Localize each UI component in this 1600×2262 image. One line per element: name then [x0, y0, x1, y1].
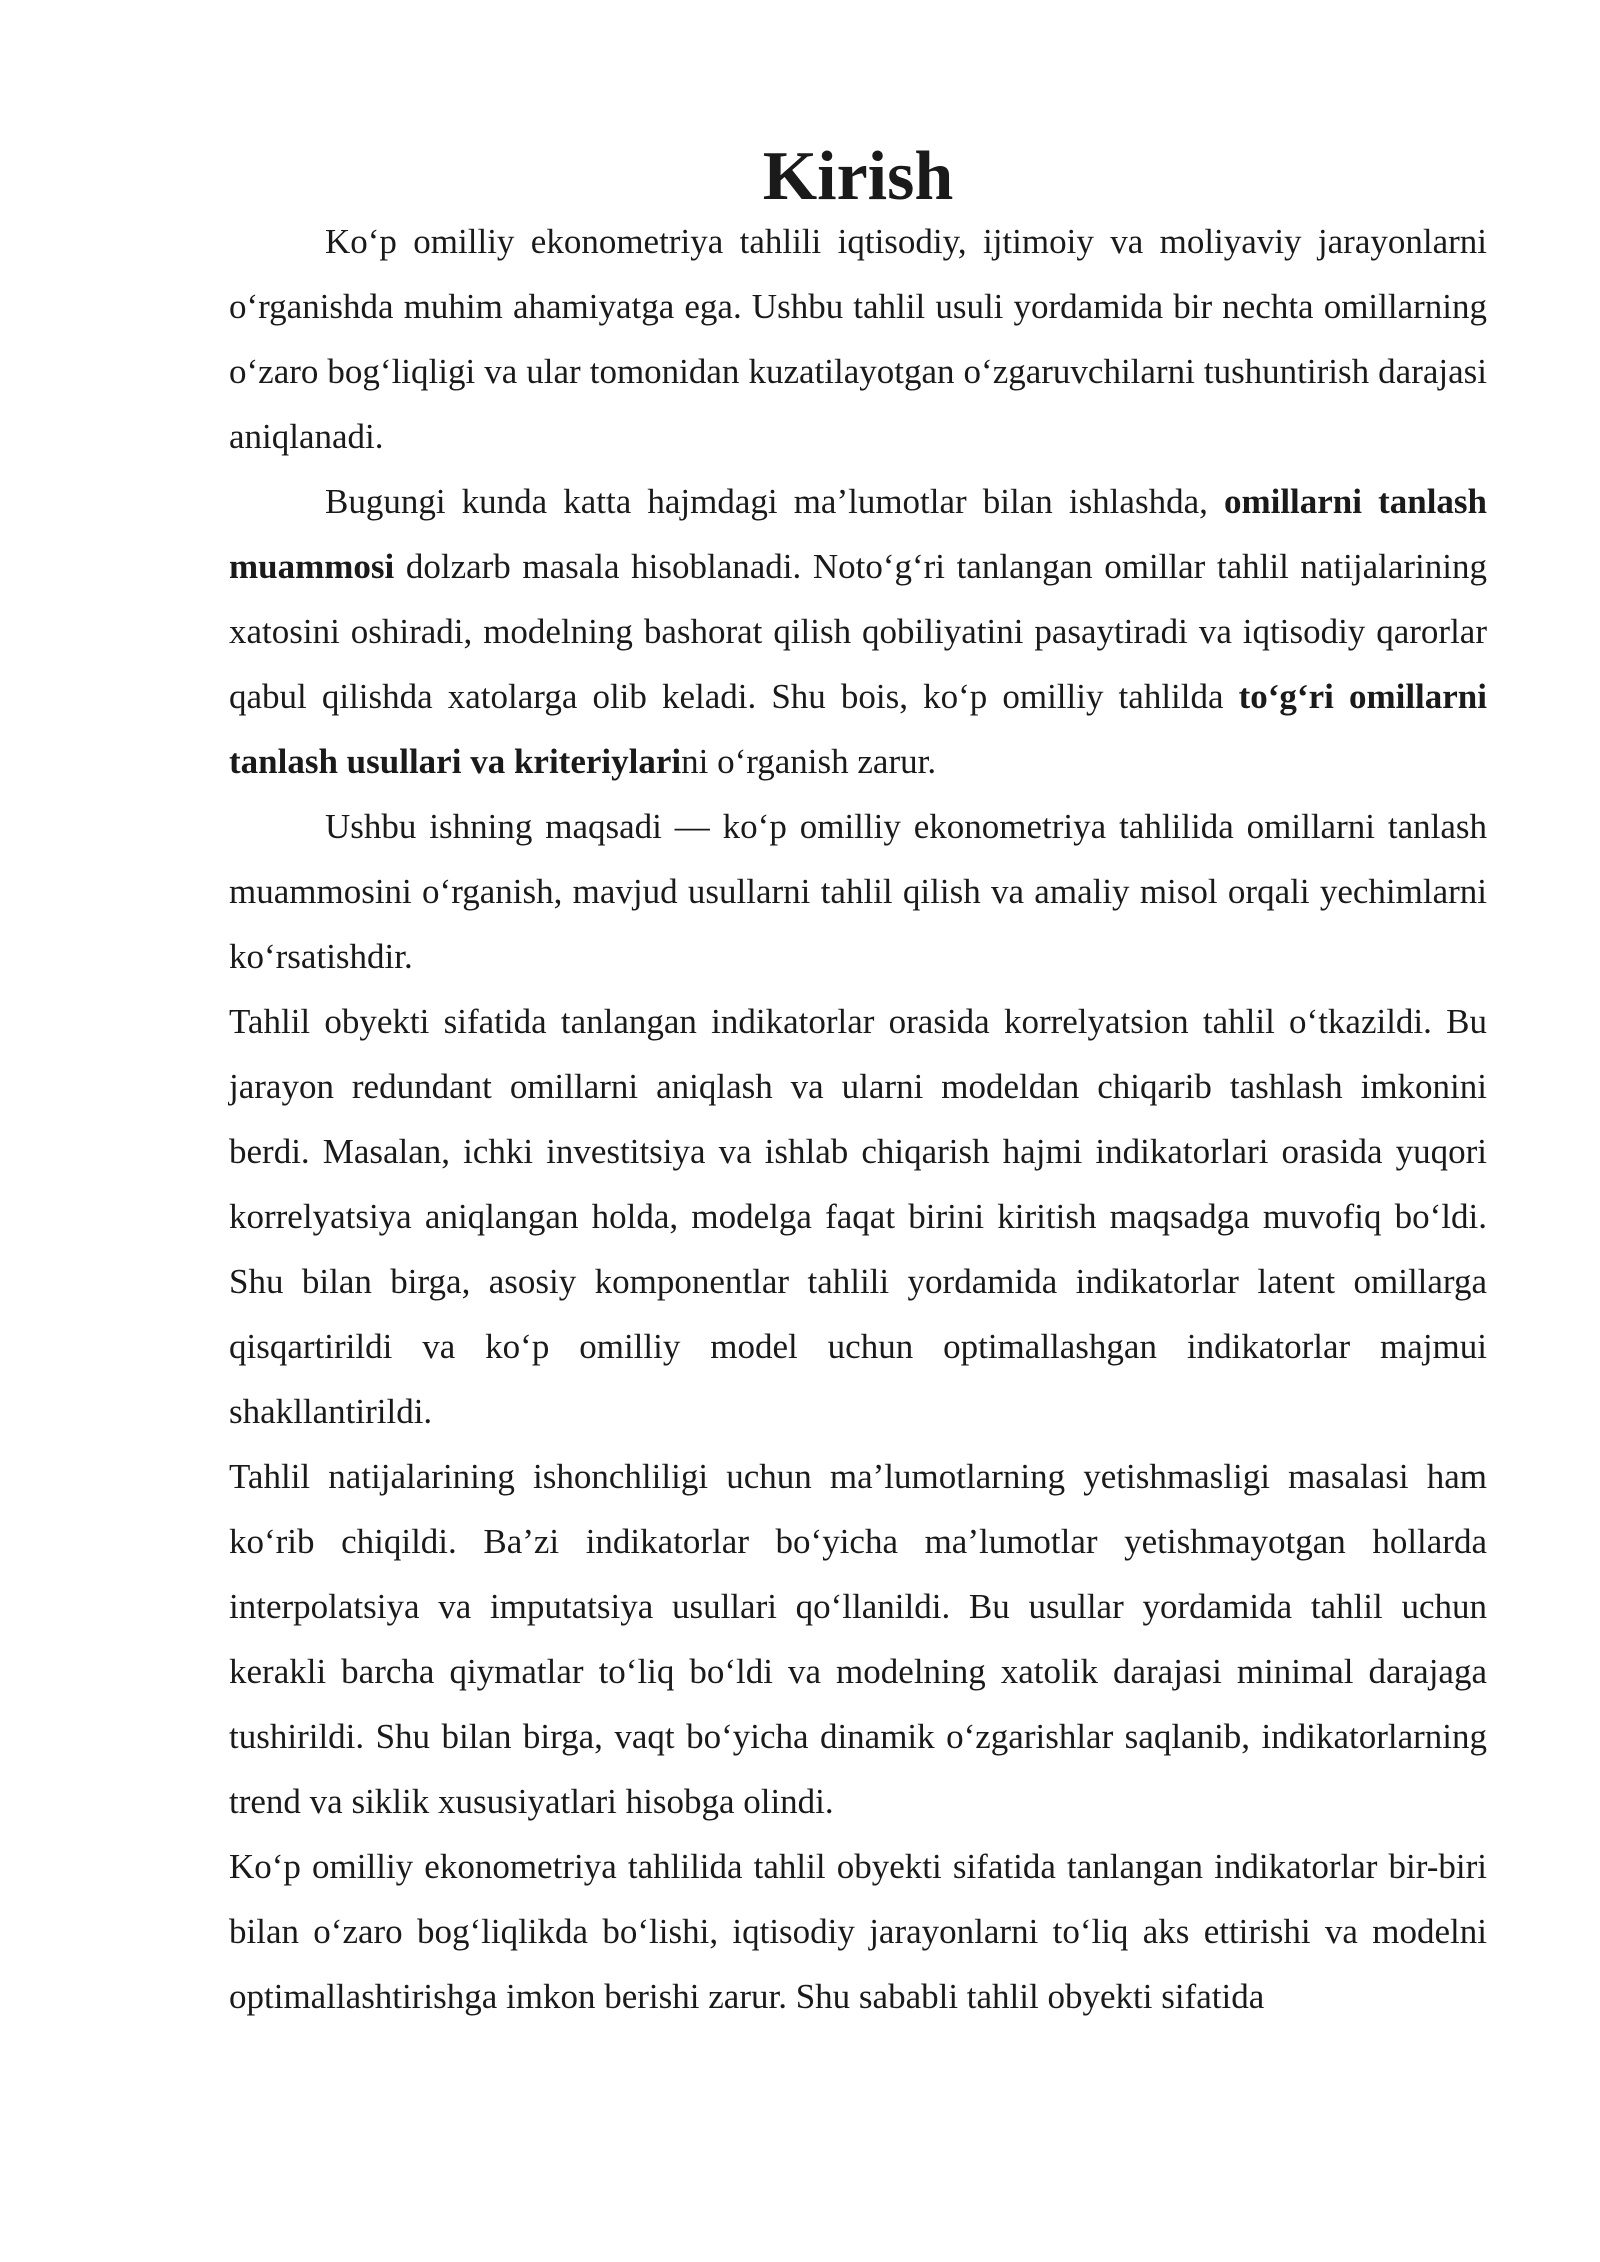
- paragraph-3: Ushbu ishning maqsadi — ko‘p omilliy ekonometriya tahlilida omillarni tanlash muammosini o‘rganish, mavjud usullarni tahlil qilish va amaliy misol orqali yechimlarni ko‘rsatishdir.: [229, 807, 1487, 976]
- paragraph-4: Tahlil obyekti sifatida tanlangan indikatorlar orasida korrelyatsion tahlil o‘tkazildi. Bu jarayon redundant omillarni aniqlash va ularni modeldan chiqarib tashlash imkonini berdi. Masalan, ichki investitsiya va ishlab chiqarish hajmi indikatorlari orasida yuqori korrelyatsiya aniqlangan holda, modelga faqat birini kiritish maqsadga muvofiq bo‘ldi. Shu bilan birga, asosiy komponentlar tahlili yordamida indikatorlar latent omillarga qisqartirildi va ko‘p omilliy model uchun optimallashgan indikatorlar majmui shakllantirildi.: [229, 1002, 1487, 1431]
- paragraph-5: Tahlil natijalarining ishonchliligi uchun ma’lumotlarning yetishmasligi masalasi ham ko‘rib chiqildi. Ba’zi indikatorlar bo‘yicha ma’lumotlar yetishmayotgan hollarda interpolatsiya va imputatsiya usullari qo‘llanildi. Bu usullar yordamida tahlil uchun kerakli barcha qiymatlar to‘liq bo‘ldi va modelning xatolik darajasi minimal darajaga tushirildi. Shu bilan birga, vaqt bo‘yicha dinamik o‘zgarishlar saqlanib, indikatorlarning trend va siklik xususiyatlari hisobga olindi.: [229, 1457, 1487, 1821]
- paragraph-2-bold-1: omillarni tanlash muammosi: [229, 482, 1488, 586]
- section-title: Kirish: [762, 138, 954, 215]
- paragraph-2-text-2: dolzarb masala hisoblanadi. Noto‘g‘ri tanlangan omillar tahlil natijalarining xatosini oshiradi, modelning bashorat qilish qobiliyatini pasaytiradi va iqtisodiy qarorlar qabul qilishda xatolarga olib keladi. Shu bois, ko‘p omilliy tahlilda: [229, 547, 1487, 716]
- paragraph-2-text-1: Bugungi kunda katta hajmdagi ma’lumotlar bilan ishlashda,: [325, 482, 1224, 521]
- document-page: [229, 138, 1488, 2029]
- paragraph-1: Ko‘p omilliy ekonometriya tahlili iqtisodiy, ijtimoiy va moliyaviy jarayonlarni o‘rganishda muhim ahamiyatga ega. Ushbu tahlil usuli yordamida bir nechta omillarning o‘zaro bog‘liqligi va ular tomonidan kuzatilayotgan o‘zgaruvchilarni tushuntirish darajasi aniqlanadi.: [229, 222, 1487, 456]
- paragraph-2: [229, 469, 1487, 794]
- paragraph-2-text-3: ni o‘rganish zarur.: [681, 742, 937, 781]
- paragraph-2-bold-2: to‘g‘ri omillarni tanlash usullari va kriteriylari: [229, 677, 1487, 781]
- paragraph-6: Ko‘p omilliy ekonometriya tahlilida tahlil obyekti sifatida tanlangan indikatorlar bir-biri bilan o‘zaro bog‘liqlikda bo‘lishi, iqtisodiy jarayonlarni to‘liq aks ettirishi va modelni optimallashtirishga imkon berishi zarur. Shu sababli tahlil obyekti sifatida: [229, 1847, 1487, 2016]
